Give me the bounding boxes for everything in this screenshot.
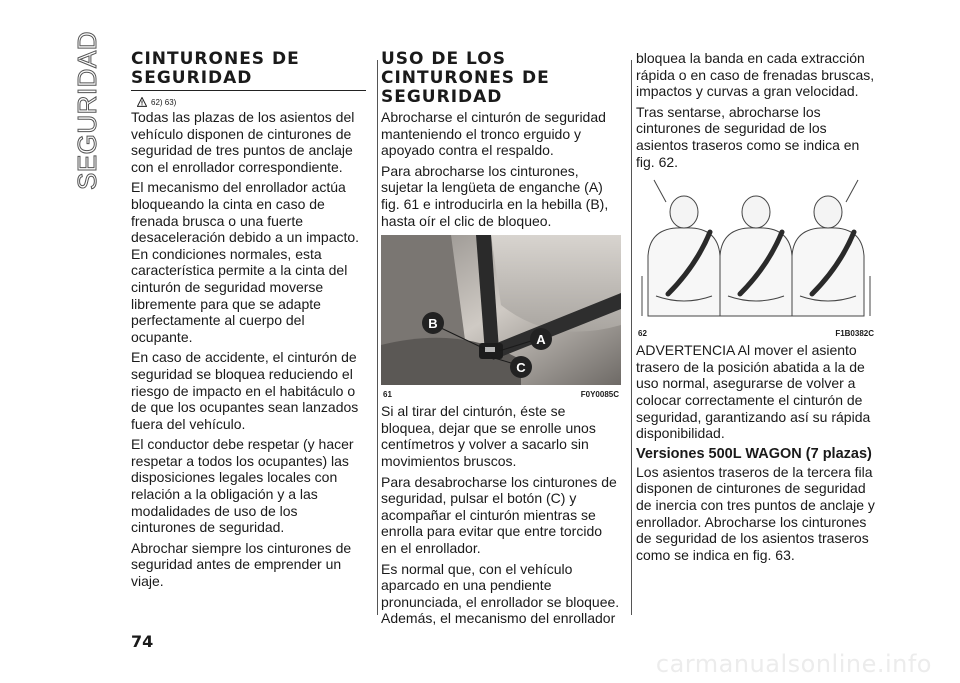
subheading: Versiones 500L WAGON (7 plazas)	[636, 445, 872, 462]
paragraph: Abrocharse el cinturón de seguridad manteniendo el tronco erguido y apoyado contra el respaldo.	[381, 109, 606, 159]
page-number: 74	[131, 632, 154, 651]
seatbelt-buckle-photo	[381, 235, 621, 385]
section-heading: CINTURONES DE SEGURIDAD	[131, 50, 366, 91]
paragraph: Todas las plazas de los asientos del vehículo disponen de cinturones de seguridad de tres puntos de anclaje con el enrollador correspondiente.	[131, 109, 355, 175]
warning-triangle-icon	[137, 97, 147, 107]
column-divider	[631, 60, 632, 615]
paragraph: Es normal que, con el vehículo aparcado en una pendiente pronunciada, el enrollador se bloquee. Además, el mecanismo del enrollador	[381, 560, 620, 627]
column-2	[381, 50, 621, 631]
paragraph: Para abrocharse los cinturones, sujetar la lengüeta de enganche (A) fig. 61 e introducirla en la hebilla (B), hasta oír el clic de bloqueo.	[381, 162, 609, 229]
figure-62	[636, 176, 876, 338]
section-heading: USO DE LOS CINTURONES DE SEGURIDAD	[381, 49, 550, 107]
figure-code: F1B0382C	[835, 329, 874, 339]
callout-c: C	[516, 360, 526, 376]
figure-number: 62	[638, 329, 647, 339]
column-1	[131, 50, 366, 594]
paragraph: ADVERTENCIA Al mover el asiento trasero de la posición abatida a la de uso normal, asegurarse de volver a colocar correctamente el cinturón de seguridad, garantizando así su rápida disponibilidad.	[636, 342, 871, 442]
paragraph: Los asientos traseros de la tercera fila disponen de cinturones de seguridad de inercia con tres puntos de anclaje y enrollador. Abrocharse los cinturones de seguridad de los asientos traseros como se indica en fig. 63.	[636, 463, 875, 563]
paragraph: bloquea la banda en cada extracción rápida o en caso de frenadas bruscas, impactos y curvas a gran velocidad.	[636, 50, 875, 100]
paragraph: El mecanismo del enrollador actúa bloqueando la cinta en caso de frenada brusca o una fuerte desaceleración debido a un impacto. En condiciones normales, esta característica permite a la cinta del cinturón de seguridad moverse libremente para que se adapte perfectamente al cuerpo del ocupante.	[131, 179, 360, 345]
figure-number: 61	[383, 390, 392, 400]
figure-61	[381, 235, 621, 399]
paragraph: Si al tirar del cinturón, éste se bloquea, dejar que se enrolle unos centímetros y volver a sacarlo sin movimientos bruscos.	[381, 403, 596, 469]
paragraph: En caso de accidente, el cinturón de seguridad se bloquea reduciendo el riesgo de impacto en el habitáculo o de que los ocupantes sean lanzados fuera del vehículo.	[131, 349, 359, 432]
paragraph: Tras sentarse, abrocharse los cinturones de seguridad de los asientos traseros como se indica en fig. 62.	[636, 103, 860, 170]
warning-refs	[137, 97, 366, 107]
paragraph: Abrochar siempre los cinturones de seguridad antes de emprender un viaje.	[131, 539, 352, 590]
paragraph: Para desabrocharse los cinturones de seguridad, pulsar el botón (C) y acompañar el cinturón mientras se enrolla para evitar que entre torcido en el enrollador.	[381, 473, 617, 556]
warning-refs-text: 62) 63)	[151, 97, 177, 107]
watermark: carmanualsonline.info	[655, 650, 932, 678]
column-divider	[377, 60, 378, 615]
callout-a: A	[536, 332, 546, 348]
figure-caption	[381, 390, 621, 399]
column-3	[636, 50, 876, 567]
figure-caption	[636, 329, 876, 338]
section-tab: SEGURIDAD	[72, 30, 102, 190]
rear-seats-belts-illustration	[636, 176, 876, 324]
paragraph: El conductor debe respetar (y hacer respetar a todos los ocupantes) las disposiciones legales locales con relación a la obligación y a las modalidades de uso de los cinturones de seguridad.	[131, 436, 354, 536]
callout-b: B	[428, 316, 438, 332]
figure-code: F0Y0085C	[580, 390, 619, 400]
